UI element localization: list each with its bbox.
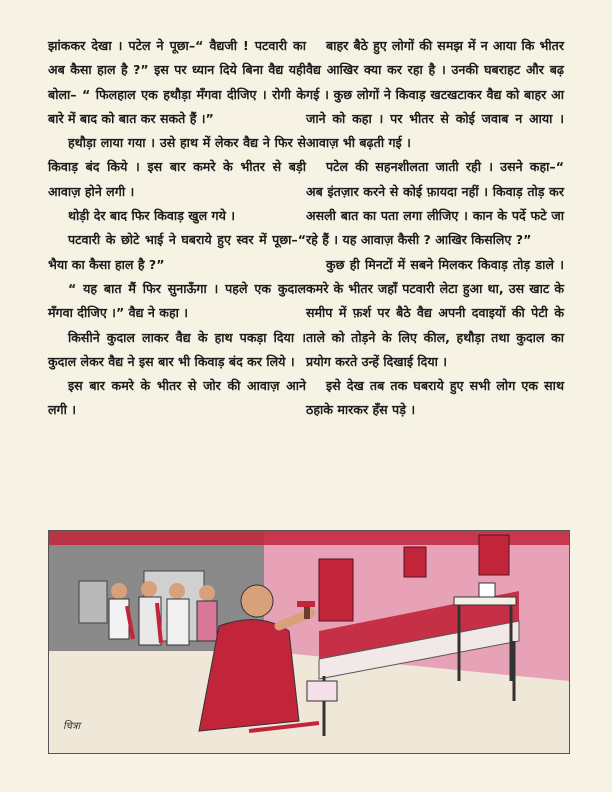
paragraph: पटेल की सहनशीलता जाती रही । उसने कहा–“ अब इंतज़ार करने से कोई फ़ायदा नहीं । किवाड़ तोड़ कर असली बात का पता लगा लीजिए । कान के पर्दे फटे जा रहे हैं । यह आवाज़ कैसी ? आखिर किसलिए ?” [306, 159, 564, 248]
paragraph: थोड़ी देर बाद फिर किवाड़ खुल गये । [68, 208, 236, 224]
story-illustration [48, 530, 570, 754]
paragraph: इसे देख तब तक घबराये हुए सभी लोग एक साथ ठहाके मारकर हँस पड़े । [306, 378, 564, 418]
paragraph: किसीने कुदाल लाकर वैद्य के हाथ पकड़ा दिया । कुदाल लेकर वैद्य ने इस बार भी किवाड़ बंद कर लिये । [48, 329, 306, 369]
window-small [404, 547, 426, 577]
paragraph: हथौड़ा लाया गया । उसे हाथ में लेकर वैद्य ने फिर से किवाड़ बंद किये । इस बार कमरे के भीतर से बड़ी आवाज़ होने लगी । [48, 135, 306, 199]
illustration-scene [49, 531, 569, 753]
medicine-box [307, 681, 337, 701]
window-far [479, 535, 509, 575]
paragraph: पटवारी के छोटे भाई ने घबराये हुए स्वर में पूछा–“ भैया का कैसा हाल है ?” [48, 232, 306, 272]
right-text-column [306, 34, 564, 423]
left-text-column [48, 34, 306, 423]
paragraph: बाहर बैठे हुए लोगों की समझ में न आया कि भीतर वैद्य आखिर क्या कर रहा है । उनकी घबराहट और बढ़ गई । कुछ लोगों ने किवाड़ खटखटाकर वैद्य को बाहर आ जाने को कहा । पर भीतर से कोई जवाब न आया । आवाज़ भी बढ़ती गई । [306, 38, 564, 151]
artist-signature: चित्रा [63, 721, 81, 732]
paragraph: कुछ ही मिनटों में सबने मिलकर किवाड़ तोड़ डाले । कमरे के भीतर जहाँ पटवारी लेटा हुआ था, उस खाट के समीप में फ़र्श पर बैठे वैद्य अपनी दवाइयों की पेटी के ताले को तोड़ने के लिए कील, हथौड़ा तथा कुदाल का प्रयोग करते उन्हें दिखाई दिया । [306, 256, 564, 369]
window-right [319, 559, 353, 621]
window-left [79, 581, 107, 623]
paragraph: “ यह बात मैं फिर सुनाऊँगा । पहले एक कुदाल मँगवा दीजिए ।” वैद्य ने कहा । [48, 280, 306, 321]
paragraph: झांककर देखा । पटेल ने पूछा–“ वैद्यजी ! पटवारी का अब कैसा हाल है ?” इस पर ध्यान दिये बिना वैद्य यही बोला– “ फिलहाल एक हथौड़ा मँगवा दीजिए । रोगी के बारे में बाद को बात कर सकते हैं ।” [48, 38, 306, 126]
paragraph: इस बार कमरे के भीतर से जोर की आवाज़ आने लगी । [48, 378, 306, 418]
